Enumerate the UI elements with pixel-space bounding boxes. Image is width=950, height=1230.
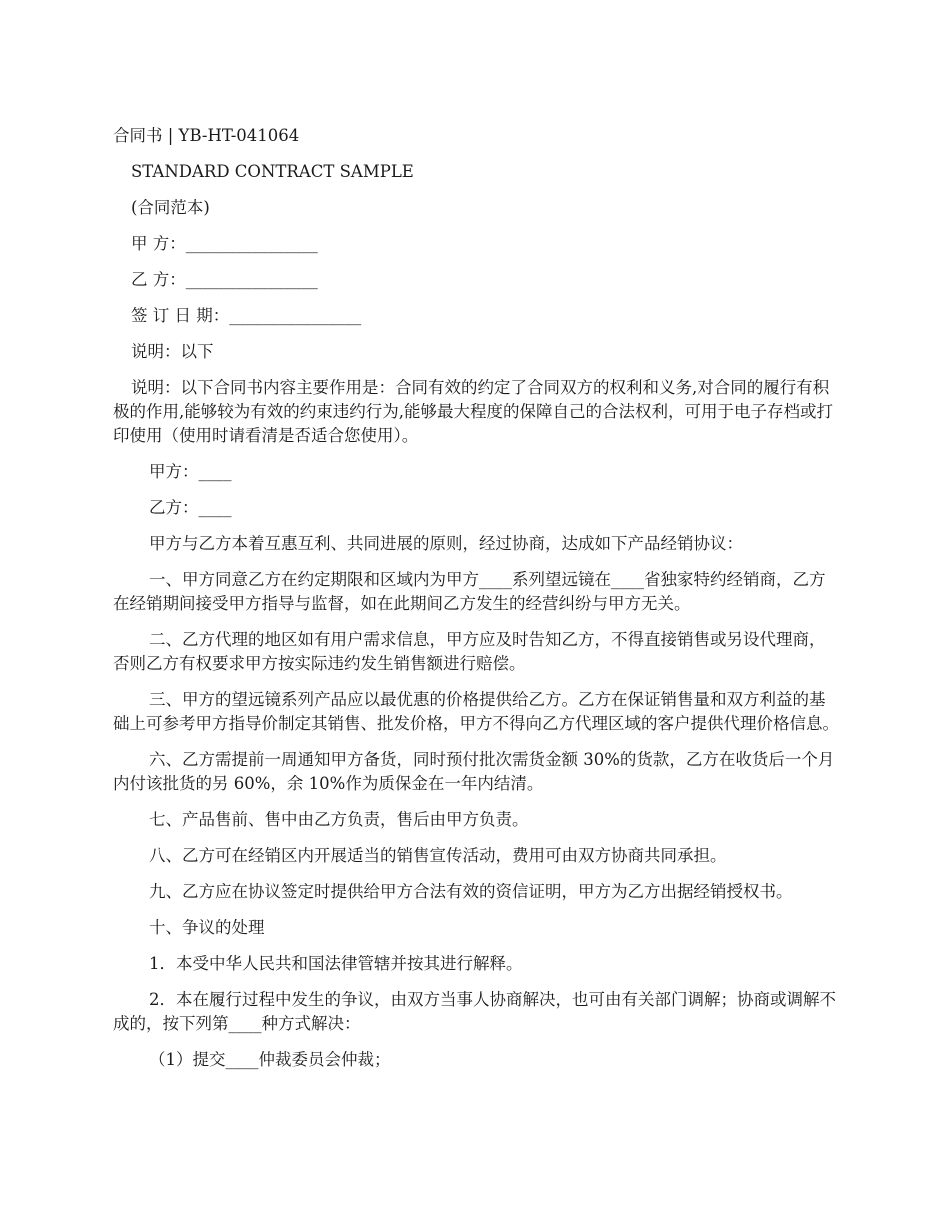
party-a-field: 甲 方：________________ xyxy=(131,234,318,253)
party-b-field: 乙 方：________________ xyxy=(131,270,318,289)
contract-subtitle-cn: (合同范本) xyxy=(131,198,210,217)
clause-7: 七、产品售前、售中由乙方负责，售后由甲方负责。 xyxy=(149,810,529,829)
clause-10-item-1: 1．本受中华人民共和国法律管辖并按其进行解释。 xyxy=(149,954,523,973)
clause-9: 九、乙方应在协议签定时提供给甲方合法有效的资信证明，甲方为乙方出据经销授权书。 xyxy=(149,882,793,901)
note-short: 说明：以下 xyxy=(131,342,214,361)
contract-subtitle: STANDARD CONTRACT SAMPLE xyxy=(131,162,414,181)
sign-date-field: 签 订 日 期：________________ xyxy=(131,306,362,325)
clause-3: 三、甲方的望远镜系列产品应以最优惠的价格提供给乙方。乙方在保证销售量和双方利益的基础上可参考甲方指导价制定其销售、批发价格，甲方不得向乙方代理区域的客户提供代理价格信息。 xyxy=(113,690,839,733)
intro-paragraph: 甲方与乙方本着互惠互利、共同进展的原则，经过协商，达成如下产品经销协议： xyxy=(149,534,743,553)
document-header: 合同书 | YB-HT-041064 xyxy=(113,126,300,145)
clause-10-item-2: 2．本在履行过程中发生的争议，由双方当事人协商解决，也可由有关部门调解；协商或调解不成的，按下列第____种方式解决： xyxy=(113,990,836,1033)
party-a-short: 甲方：____ xyxy=(149,462,232,481)
clause-2: 二、乙方代理的地区如有用户需求信息，甲方应及时告知乙方，不得直接销售或另设代理商，否则乙方有权要求甲方按实际违约发生销售额进行赔偿。 xyxy=(113,630,826,673)
party-b-short: 乙方：____ xyxy=(149,498,232,517)
clause-8: 八、乙方可在经销区内开展适当的销售宣传活动，费用可由双方协商共同承担。 xyxy=(149,846,727,865)
contract-body xyxy=(113,124,840,1084)
note-paragraph: 说明：以下合同书内容主要作用是：合同有效的约定了合同双方的权利和义务,对合同的履行有积极的作用,能够较为有效的约束违约行为,能够最大程度的保障自己的合法权利，可用于电子存档或打印使用（使用时请看清是否适合您使用）。 xyxy=(113,378,833,445)
clause-1: 一、甲方同意乙方在约定期限和区域内为甲方____系列望远镜在____省独家特约经销商，乙方在经销期间接受甲方指导与监督，如在此期间乙方发生的经营纠纷与甲方无关。 xyxy=(113,570,826,613)
clause-10-heading: 十、争议的处理 xyxy=(149,918,265,937)
clause-10-item-2-option-1: （1）提交____仲裁委员会仲裁； xyxy=(149,1050,391,1069)
clause-6: 六、乙方需提前一周通知甲方备货，同时预付批次需货金额 30%的货款，乙方在收货后一个月内付该批货的另 60%，余 10%作为质保金在一年内结清。 xyxy=(113,750,835,793)
